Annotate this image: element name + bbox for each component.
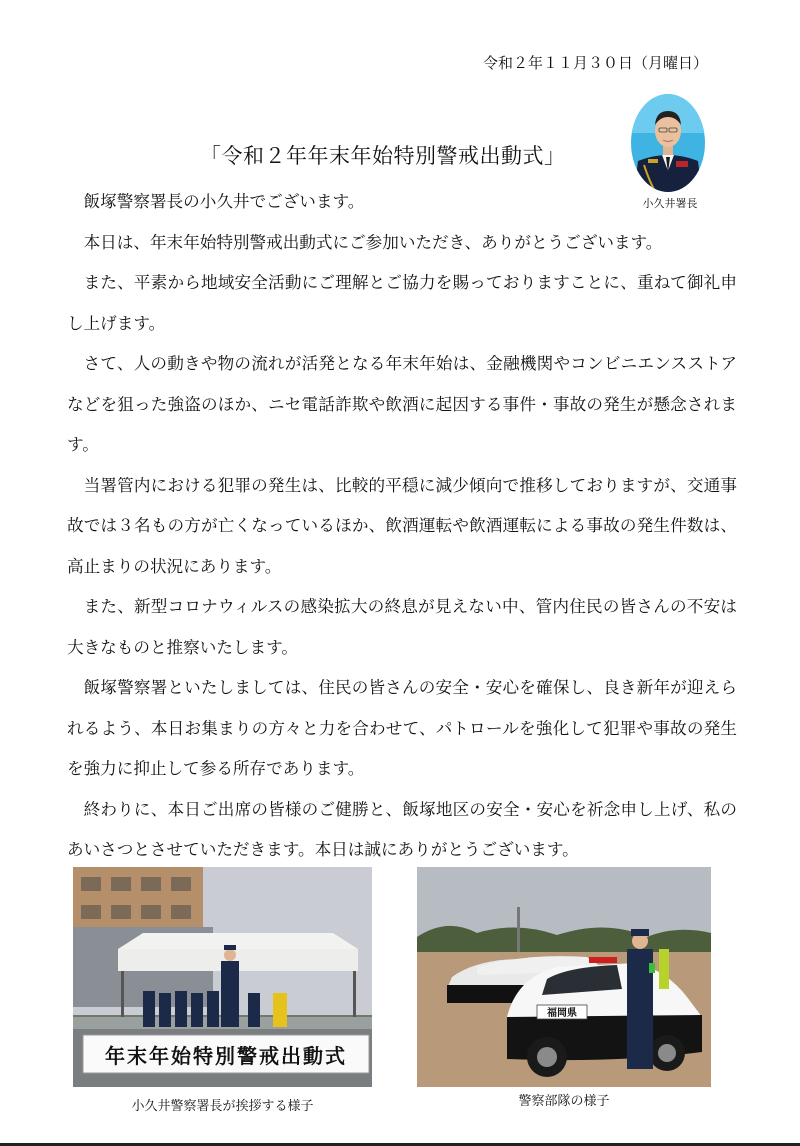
paragraph: 飯塚警察署長の小久井でございます。: [83, 192, 365, 211]
police-squad-photo: [417, 867, 711, 1087]
police-squad-caption: 警察部隊の様子: [518, 1094, 610, 1109]
portrait-caption: 小久井署長: [642, 197, 698, 210]
paragraph: 飯塚警察署といたしましては、住民の皆さんの安全・安心を確保し、良き新年が迎えられるよう、本日お集まりの方々と力を合わせて、パトロールを強化して犯罪や事故の発生を強力に抑止して参る所存であります。: [67, 678, 737, 778]
ceremony-banner: 年末年始特別警戒出動式: [105, 1044, 347, 1068]
paragraph: また、新型コロナウィルスの感染拡大の終息が見えない中、管内住民の皆さんの不安は大きなものと推察いたします。: [67, 597, 737, 657]
paragraph: 終わりに、本日ご出席の皆様のご健勝と、飯塚地区の安全・安心を祈念申し上げ、私のあいさつとさせていただきます。本日は誠にありがとうございます。: [67, 799, 737, 859]
chief-portrait: [630, 93, 706, 193]
ceremony-photo: [73, 867, 372, 1087]
ceremony-caption: 小久井警察署長が挨拶する様子: [131, 1099, 314, 1114]
paragraph: 当署管内における犯罪の発生は、比較的平穏に減少傾向で推移しておりますが、交通事故では３名もの方が亡くなっているほか、飲酒運転や飲酒運転による事故の発生件数は、高止まりの状況にあります。: [67, 475, 737, 576]
car-plate-label: 福岡県: [547, 1008, 577, 1019]
paragraph: 本日は、年末年始特別警戒出動式にご参加いただき、ありがとうございます。: [83, 232, 663, 252]
paragraph: また、平素から地域安全活動にご理解とご協力を賜っておりますことに、重ねて御礼申し上げます。: [67, 273, 737, 333]
paragraph: さて、人の動きや物の流れが活発となる年末年始は、金融機関やコンビニエンスストアなどを狙った強盗のほか、ニセ電話詐欺や飲酒に起因する事件・事故の発生が懸念されます。: [67, 354, 737, 454]
speech-body: [67, 182, 737, 871]
date: 令和２年１１月３０日（月曜日）: [482, 54, 708, 72]
page-title: 「令和２年年末年始特別警戒出動式」: [200, 144, 566, 168]
